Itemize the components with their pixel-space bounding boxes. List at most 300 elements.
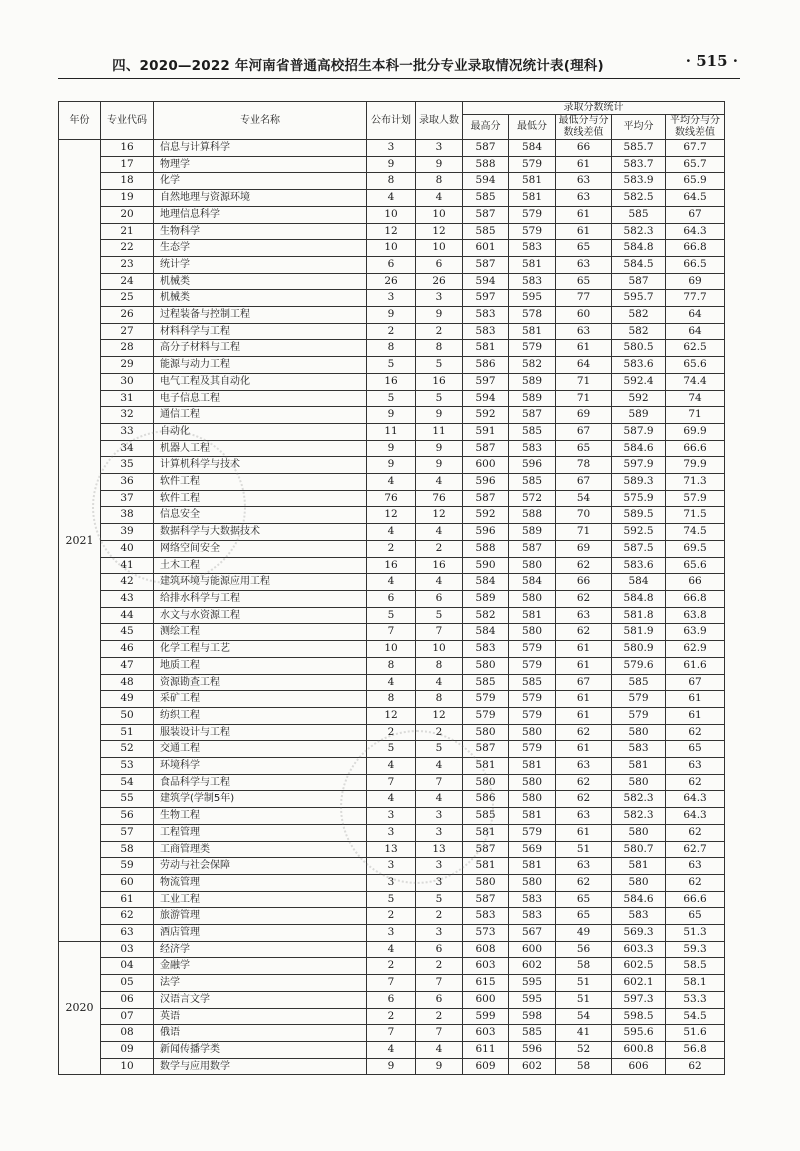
plan-count-cell: 9 — [367, 1058, 416, 1075]
plan-count-cell: 9 — [367, 440, 416, 457]
max-score-cell: 596 — [463, 524, 509, 541]
major-name-cell: 新闻传播学类 — [154, 1041, 367, 1058]
avg-score-cell: 587.9 — [612, 423, 666, 440]
plan-count-cell: 12 — [367, 223, 416, 240]
major-name-cell: 生态学 — [154, 240, 367, 257]
table-row — [59, 256, 725, 273]
major-code-cell: 44 — [101, 607, 154, 624]
admitted-count-cell: 2 — [416, 724, 463, 741]
avg-score-cell: 589.5 — [612, 507, 666, 524]
avg-score-cell: 581.8 — [612, 607, 666, 624]
major-name-cell: 资源勘查工程 — [154, 674, 367, 691]
avg-score-cell: 583 — [612, 741, 666, 758]
major-name-cell: 软件工程 — [154, 474, 367, 491]
avg-score-diff-cell: 74.4 — [666, 373, 725, 390]
table-row — [59, 457, 725, 474]
avg-score-diff-cell: 77.7 — [666, 290, 725, 307]
plan-count-cell: 3 — [367, 858, 416, 875]
page-header — [58, 52, 738, 74]
max-score-cell: 594 — [463, 273, 509, 290]
plan-count-cell: 4 — [367, 674, 416, 691]
min-score-cell: 578 — [509, 307, 556, 324]
admitted-count-cell: 9 — [416, 1058, 463, 1075]
major-code-cell: 08 — [101, 1025, 154, 1042]
avg-score-diff-cell: 67 — [666, 674, 725, 691]
major-code-cell: 21 — [101, 223, 154, 240]
max-score-cell: 584 — [463, 624, 509, 641]
table-row — [59, 173, 725, 190]
admitted-count-cell: 10 — [416, 641, 463, 658]
table-row — [59, 373, 725, 390]
min-score-diff-cell: 49 — [556, 925, 612, 942]
avg-score-cell: 587 — [612, 273, 666, 290]
table-row — [59, 1025, 725, 1042]
plan-count-cell: 2 — [367, 908, 416, 925]
major-name-cell: 工业工程 — [154, 891, 367, 908]
min-score-cell: 589 — [509, 524, 556, 541]
plan-count-cell: 5 — [367, 357, 416, 374]
avg-score-cell: 581 — [612, 758, 666, 775]
plan-count-cell: 4 — [367, 1041, 416, 1058]
major-name-cell: 采矿工程 — [154, 691, 367, 708]
avg-score-cell: 584.5 — [612, 256, 666, 273]
major-code-cell: 36 — [101, 474, 154, 491]
admitted-count-cell: 6 — [416, 256, 463, 273]
table-row — [59, 357, 725, 374]
avg-score-diff-cell: 64.5 — [666, 190, 725, 207]
min-score-cell: 579 — [509, 824, 556, 841]
min-score-diff-cell: 52 — [556, 1041, 612, 1058]
major-code-cell: 27 — [101, 323, 154, 340]
table-row — [59, 624, 725, 641]
avg-score-cell: 585 — [612, 674, 666, 691]
min-score-cell: 595 — [509, 975, 556, 992]
plan-count-cell: 16 — [367, 373, 416, 390]
min-score-diff-cell: 56 — [556, 941, 612, 958]
max-score-cell: 591 — [463, 423, 509, 440]
avg-score-cell: 579.6 — [612, 657, 666, 674]
col-header-min-diff: 最低分与分数线差值 — [556, 115, 612, 140]
min-score-diff-cell: 67 — [556, 674, 612, 691]
plan-count-cell: 8 — [367, 691, 416, 708]
admitted-count-cell: 12 — [416, 707, 463, 724]
col-header-avg-diff: 平均分与分数线差值 — [666, 115, 725, 140]
plan-count-cell: 4 — [367, 758, 416, 775]
min-score-diff-cell: 63 — [556, 808, 612, 825]
avg-score-cell: 589 — [612, 407, 666, 424]
avg-score-cell: 592.5 — [612, 524, 666, 541]
major-code-cell: 25 — [101, 290, 154, 307]
min-score-diff-cell: 61 — [556, 156, 612, 173]
min-score-cell: 588 — [509, 507, 556, 524]
col-header-code: 专业代码 — [101, 102, 154, 140]
admitted-count-cell: 4 — [416, 524, 463, 541]
min-score-cell: 581 — [509, 758, 556, 775]
avg-score-cell: 585 — [612, 206, 666, 223]
major-name-cell: 汉语言文学 — [154, 991, 367, 1008]
avg-score-diff-cell: 65.6 — [666, 557, 725, 574]
min-score-cell: 572 — [509, 490, 556, 507]
min-score-diff-cell: 51 — [556, 991, 612, 1008]
min-score-diff-cell: 58 — [556, 958, 612, 975]
avg-score-diff-cell: 65.9 — [666, 173, 725, 190]
min-score-cell: 579 — [509, 223, 556, 240]
admitted-count-cell: 26 — [416, 273, 463, 290]
admitted-count-cell: 4 — [416, 674, 463, 691]
plan-count-cell: 3 — [367, 808, 416, 825]
max-score-cell: 590 — [463, 557, 509, 574]
plan-count-cell: 9 — [367, 156, 416, 173]
avg-score-cell: 584.8 — [612, 590, 666, 607]
max-score-cell: 585 — [463, 674, 509, 691]
min-score-cell: 595 — [509, 290, 556, 307]
major-code-cell: 59 — [101, 858, 154, 875]
major-name-cell: 建筑学(学制5年) — [154, 791, 367, 808]
admitted-count-cell: 4 — [416, 574, 463, 591]
major-name-cell: 物流管理 — [154, 874, 367, 891]
major-code-cell: 45 — [101, 624, 154, 641]
avg-score-cell: 583 — [612, 908, 666, 925]
major-code-cell: 32 — [101, 407, 154, 424]
table-row — [59, 323, 725, 340]
major-name-cell: 法学 — [154, 975, 367, 992]
table-row — [59, 707, 725, 724]
major-name-cell: 俄语 — [154, 1025, 367, 1042]
avg-score-cell: 582 — [612, 307, 666, 324]
min-score-diff-cell: 62 — [556, 557, 612, 574]
max-score-cell: 601 — [463, 240, 509, 257]
min-score-cell: 581 — [509, 808, 556, 825]
avg-score-diff-cell: 74 — [666, 390, 725, 407]
max-score-cell: 588 — [463, 156, 509, 173]
max-score-cell: 581 — [463, 758, 509, 775]
plan-count-cell: 4 — [367, 791, 416, 808]
admitted-count-cell: 76 — [416, 490, 463, 507]
major-code-cell: 05 — [101, 975, 154, 992]
table-body — [59, 140, 725, 1075]
min-score-diff-cell: 63 — [556, 190, 612, 207]
min-score-cell: 580 — [509, 624, 556, 641]
avg-score-diff-cell: 66.8 — [666, 590, 725, 607]
major-code-cell: 40 — [101, 540, 154, 557]
major-code-cell: 16 — [101, 140, 154, 157]
avg-score-diff-cell: 62 — [666, 824, 725, 841]
avg-score-cell: 592 — [612, 390, 666, 407]
plan-count-cell: 2 — [367, 958, 416, 975]
max-score-cell: 587 — [463, 490, 509, 507]
table-row — [59, 206, 725, 223]
avg-score-diff-cell: 64.3 — [666, 223, 725, 240]
avg-score-diff-cell: 57.9 — [666, 490, 725, 507]
admitted-count-cell: 9 — [416, 156, 463, 173]
admitted-count-cell: 8 — [416, 340, 463, 357]
admitted-count-cell: 3 — [416, 925, 463, 942]
min-score-diff-cell: 60 — [556, 307, 612, 324]
min-score-cell: 584 — [509, 140, 556, 157]
major-name-cell: 计算机科学与技术 — [154, 457, 367, 474]
major-code-cell: 34 — [101, 440, 154, 457]
max-score-cell: 597 — [463, 373, 509, 390]
table-row — [59, 908, 725, 925]
min-score-diff-cell: 65 — [556, 891, 612, 908]
admitted-count-cell: 12 — [416, 507, 463, 524]
min-score-diff-cell: 51 — [556, 841, 612, 858]
min-score-diff-cell: 61 — [556, 691, 612, 708]
avg-score-diff-cell: 64.3 — [666, 808, 725, 825]
admitted-count-cell: 5 — [416, 357, 463, 374]
major-name-cell: 生物科学 — [154, 223, 367, 240]
avg-score-cell: 602.1 — [612, 975, 666, 992]
min-score-cell: 583 — [509, 440, 556, 457]
plan-count-cell: 4 — [367, 574, 416, 591]
max-score-cell: 599 — [463, 1008, 509, 1025]
admitted-count-cell: 9 — [416, 457, 463, 474]
avg-score-cell: 583.7 — [612, 156, 666, 173]
max-score-cell: 583 — [463, 641, 509, 658]
avg-score-cell: 584 — [612, 574, 666, 591]
avg-score-diff-cell: 54.5 — [666, 1008, 725, 1025]
admitted-count-cell: 6 — [416, 941, 463, 958]
page-number: · 515 · — [685, 52, 738, 70]
admitted-count-cell: 7 — [416, 1025, 463, 1042]
major-name-cell: 机械类 — [154, 290, 367, 307]
avg-score-cell: 579 — [612, 707, 666, 724]
admitted-count-cell: 8 — [416, 657, 463, 674]
major-name-cell: 纺织工程 — [154, 707, 367, 724]
major-name-cell: 通信工程 — [154, 407, 367, 424]
year-cell: 2020 — [59, 941, 101, 1075]
max-score-cell: 609 — [463, 1058, 509, 1075]
min-score-cell: 585 — [509, 474, 556, 491]
major-code-cell: 26 — [101, 307, 154, 324]
major-name-cell: 化学工程与工艺 — [154, 641, 367, 658]
major-code-cell: 42 — [101, 574, 154, 591]
avg-score-cell: 597.9 — [612, 457, 666, 474]
avg-score-cell: 580.7 — [612, 841, 666, 858]
max-score-cell: 600 — [463, 457, 509, 474]
max-score-cell: 580 — [463, 657, 509, 674]
major-name-cell: 土木工程 — [154, 557, 367, 574]
avg-score-diff-cell: 56.8 — [666, 1041, 725, 1058]
avg-score-cell: 602.5 — [612, 958, 666, 975]
admitted-count-cell: 3 — [416, 290, 463, 307]
col-header-year: 年份 — [59, 102, 101, 140]
major-code-cell: 03 — [101, 941, 154, 958]
major-name-cell: 食品科学与工程 — [154, 774, 367, 791]
table-row — [59, 824, 725, 841]
avg-score-cell: 580.9 — [612, 641, 666, 658]
avg-score-cell: 603.3 — [612, 941, 666, 958]
major-code-cell: 43 — [101, 590, 154, 607]
avg-score-diff-cell: 62.7 — [666, 841, 725, 858]
col-header-max: 最高分 — [463, 115, 509, 140]
table-row — [59, 1041, 725, 1058]
min-score-cell: 585 — [509, 423, 556, 440]
max-score-cell: 585 — [463, 808, 509, 825]
admitted-count-cell: 7 — [416, 624, 463, 641]
max-score-cell: 573 — [463, 925, 509, 942]
major-name-cell: 网络空间安全 — [154, 540, 367, 557]
table-row — [59, 390, 725, 407]
avg-score-cell: 582.3 — [612, 223, 666, 240]
avg-score-cell: 581.9 — [612, 624, 666, 641]
major-name-cell: 工程管理 — [154, 824, 367, 841]
major-name-cell: 工商管理类 — [154, 841, 367, 858]
min-score-cell: 580 — [509, 791, 556, 808]
admitted-count-cell: 2 — [416, 908, 463, 925]
avg-score-cell: 580 — [612, 724, 666, 741]
avg-score-diff-cell: 62 — [666, 774, 725, 791]
plan-count-cell: 7 — [367, 624, 416, 641]
min-score-diff-cell: 71 — [556, 390, 612, 407]
min-score-diff-cell: 63 — [556, 758, 612, 775]
avg-score-cell: 584.6 — [612, 891, 666, 908]
max-score-cell: 592 — [463, 407, 509, 424]
admitted-count-cell: 7 — [416, 774, 463, 791]
plan-count-cell: 8 — [367, 340, 416, 357]
major-code-cell: 22 — [101, 240, 154, 257]
min-score-cell: 579 — [509, 741, 556, 758]
min-score-diff-cell: 65 — [556, 908, 612, 925]
table-row — [59, 774, 725, 791]
avg-score-diff-cell: 66.5 — [666, 256, 725, 273]
max-score-cell: 584 — [463, 574, 509, 591]
admitted-count-cell: 5 — [416, 390, 463, 407]
plan-count-cell: 9 — [367, 307, 416, 324]
admitted-count-cell: 4 — [416, 474, 463, 491]
avg-score-diff-cell: 61 — [666, 707, 725, 724]
major-name-cell: 环境科学 — [154, 758, 367, 775]
min-score-diff-cell: 71 — [556, 373, 612, 390]
major-name-cell: 机械类 — [154, 273, 367, 290]
avg-score-diff-cell: 62.5 — [666, 340, 725, 357]
admitted-count-cell: 10 — [416, 240, 463, 257]
major-code-cell: 53 — [101, 758, 154, 775]
avg-score-diff-cell: 63.9 — [666, 624, 725, 641]
major-name-cell: 数据科学与大数据技术 — [154, 524, 367, 541]
max-score-cell: 581 — [463, 340, 509, 357]
table-row — [59, 808, 725, 825]
plan-count-cell: 3 — [367, 874, 416, 891]
min-score-cell: 580 — [509, 557, 556, 574]
avg-score-diff-cell: 62 — [666, 874, 725, 891]
plan-count-cell: 2 — [367, 323, 416, 340]
min-score-cell: 579 — [509, 340, 556, 357]
avg-score-diff-cell: 58.1 — [666, 975, 725, 992]
plan-count-cell: 3 — [367, 824, 416, 841]
major-name-cell: 地质工程 — [154, 657, 367, 674]
min-score-diff-cell: 61 — [556, 206, 612, 223]
header-rule — [58, 78, 740, 79]
admitted-count-cell: 6 — [416, 590, 463, 607]
min-score-diff-cell: 61 — [556, 657, 612, 674]
min-score-diff-cell: 62 — [556, 774, 612, 791]
max-score-cell: 583 — [463, 307, 509, 324]
table-row — [59, 524, 725, 541]
min-score-diff-cell: 62 — [556, 791, 612, 808]
table-row — [59, 657, 725, 674]
page-title: 四、2020—2022 年河南省普通高校招生本科一批分专业录取情况统计表(理科) — [112, 58, 604, 74]
min-score-cell: 567 — [509, 925, 556, 942]
major-name-cell: 机器人工程 — [154, 440, 367, 457]
max-score-cell: 587 — [463, 741, 509, 758]
avg-score-diff-cell: 69 — [666, 273, 725, 290]
plan-count-cell: 3 — [367, 140, 416, 157]
table-row — [59, 691, 725, 708]
min-score-cell: 579 — [509, 657, 556, 674]
min-score-diff-cell: 70 — [556, 507, 612, 524]
avg-score-diff-cell: 62.9 — [666, 641, 725, 658]
admitted-count-cell: 16 — [416, 373, 463, 390]
max-score-cell: 588 — [463, 540, 509, 557]
admitted-count-cell: 7 — [416, 975, 463, 992]
avg-score-diff-cell: 71.3 — [666, 474, 725, 491]
major-code-cell: 41 — [101, 557, 154, 574]
table-row — [59, 925, 725, 942]
table-row — [59, 741, 725, 758]
plan-count-cell: 10 — [367, 240, 416, 257]
max-score-cell: 611 — [463, 1041, 509, 1058]
plan-count-cell: 3 — [367, 290, 416, 307]
major-code-cell: 23 — [101, 256, 154, 273]
avg-score-diff-cell: 67.7 — [666, 140, 725, 157]
min-score-cell: 600 — [509, 941, 556, 958]
major-name-cell: 物理学 — [154, 156, 367, 173]
plan-count-cell: 4 — [367, 190, 416, 207]
table-row — [59, 340, 725, 357]
avg-score-diff-cell: 51.6 — [666, 1025, 725, 1042]
admitted-count-cell: 5 — [416, 891, 463, 908]
avg-score-cell: 582.5 — [612, 190, 666, 207]
col-header-major: 专业名称 — [154, 102, 367, 140]
max-score-cell: 594 — [463, 173, 509, 190]
table-row — [59, 290, 725, 307]
admitted-count-cell: 8 — [416, 173, 463, 190]
avg-score-diff-cell: 58.5 — [666, 958, 725, 975]
major-name-cell: 英语 — [154, 1008, 367, 1025]
max-score-cell: 582 — [463, 607, 509, 624]
min-score-diff-cell: 61 — [556, 223, 612, 240]
table-row — [59, 991, 725, 1008]
avg-score-diff-cell: 51.3 — [666, 925, 725, 942]
major-code-cell: 58 — [101, 841, 154, 858]
col-header-admitted: 录取人数 — [416, 102, 463, 140]
plan-count-cell: 2 — [367, 1008, 416, 1025]
table-row — [59, 891, 725, 908]
major-name-cell: 地理信息科学 — [154, 206, 367, 223]
admitted-count-cell: 12 — [416, 223, 463, 240]
col-header-score-group: 录取分数统计 — [463, 102, 725, 115]
avg-score-diff-cell: 61 — [666, 691, 725, 708]
plan-count-cell: 2 — [367, 540, 416, 557]
plan-count-cell: 2 — [367, 724, 416, 741]
major-code-cell: 04 — [101, 958, 154, 975]
min-score-cell: 583 — [509, 891, 556, 908]
min-score-cell: 581 — [509, 256, 556, 273]
admitted-count-cell: 9 — [416, 440, 463, 457]
min-score-diff-cell: 63 — [556, 256, 612, 273]
min-score-diff-cell: 61 — [556, 824, 612, 841]
plan-count-cell: 6 — [367, 590, 416, 607]
min-score-diff-cell: 69 — [556, 407, 612, 424]
avg-score-cell: 575.9 — [612, 490, 666, 507]
major-code-cell: 39 — [101, 524, 154, 541]
plan-count-cell: 9 — [367, 407, 416, 424]
plan-count-cell: 5 — [367, 741, 416, 758]
table-row — [59, 574, 725, 591]
min-score-diff-cell: 61 — [556, 707, 612, 724]
min-score-cell: 596 — [509, 457, 556, 474]
